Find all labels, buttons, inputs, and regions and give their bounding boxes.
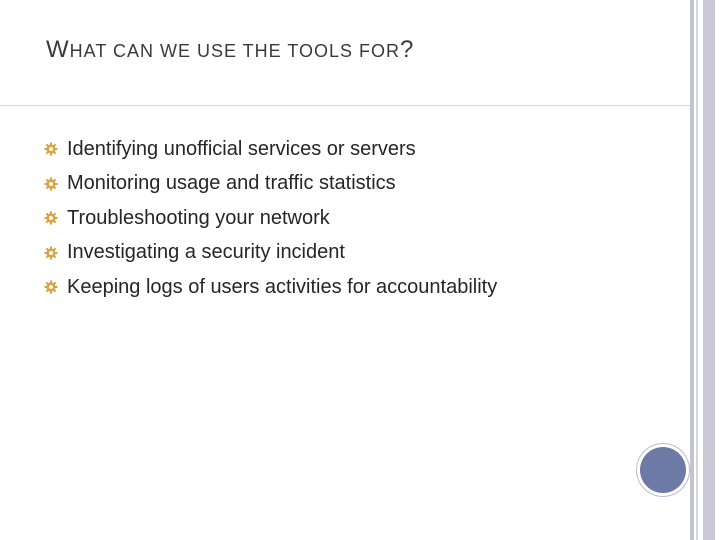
bullet-item (44, 270, 497, 305)
bullet-text: Monitoring usage and traffic statistics (67, 172, 396, 195)
bullet-item (44, 236, 497, 271)
title-part: W (46, 36, 70, 63)
gear-icon (44, 211, 58, 225)
slide-title (46, 38, 414, 62)
bullet-text: Troubleshooting your network (67, 206, 330, 229)
side-bar (696, 0, 698, 540)
gear-icon (44, 280, 58, 294)
bullet-item (44, 201, 497, 236)
title-part: HAT CAN WE USE THE TOOLS FOR (69, 41, 401, 61)
decorative-side-bars (690, 0, 720, 540)
bullet-text: Investigating a security incident (67, 241, 345, 264)
bullet-list (44, 132, 497, 305)
decorative-circle (640, 447, 686, 493)
bullet-text: Keeping logs of users activities for accountability (67, 275, 498, 298)
title-divider (0, 105, 690, 106)
gear-icon (44, 177, 58, 191)
gear-icon (44, 142, 58, 156)
title-part: ? (400, 36, 415, 63)
gear-icon (44, 246, 58, 260)
bullet-item (44, 167, 497, 202)
side-bar (703, 0, 715, 540)
side-bar (690, 0, 694, 540)
bullet-item (44, 132, 497, 167)
bullet-text: Identifying unofficial services or servers (67, 137, 416, 160)
